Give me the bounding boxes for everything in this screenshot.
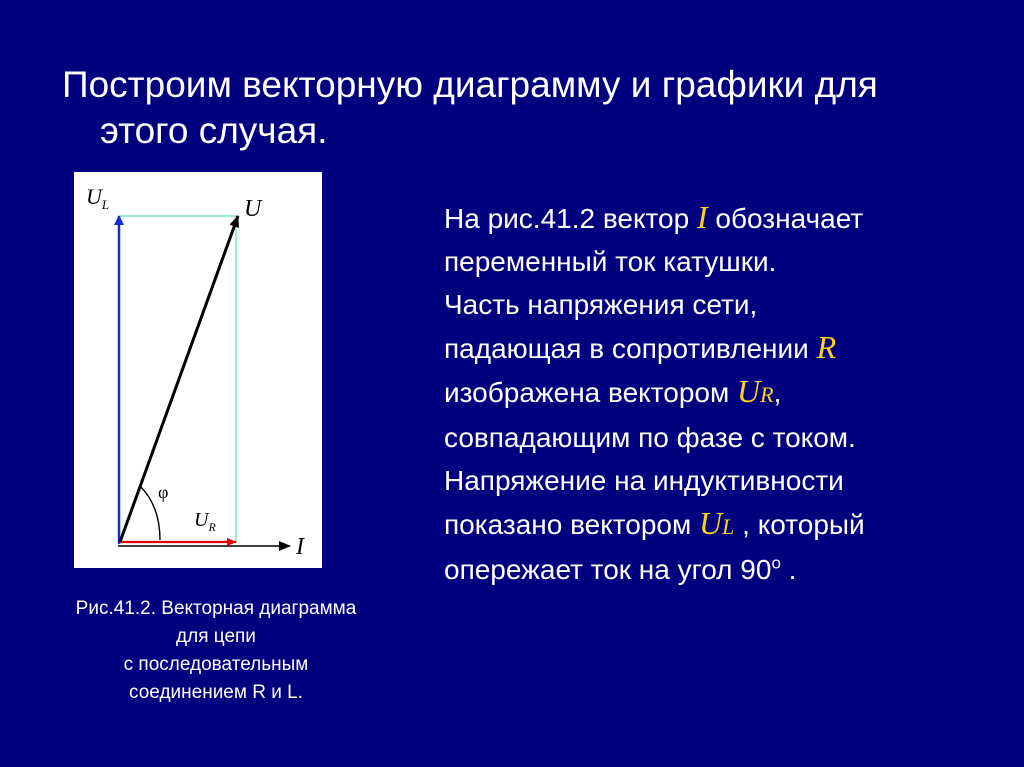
label-I: I — [296, 534, 304, 560]
vector-diagram — [74, 172, 322, 568]
caption-line-2: для цепи — [176, 626, 256, 647]
figure-caption — [26, 595, 406, 707]
title-line-2: этого случая. — [100, 110, 328, 151]
label-phi: φ — [158, 482, 169, 502]
caption-line-1: Рис.41.2. Векторная диаграмма — [75, 598, 357, 619]
text-line-2: переменный ток катушки. — [444, 246, 777, 277]
symbol-UL: UL — [699, 505, 735, 541]
symbol-R: R — [816, 329, 837, 365]
label-U: U — [244, 196, 262, 222]
text-line-7: Напряжение на индуктивности — [444, 465, 844, 496]
title-line-1: Построим векторную диаграмму и графики для — [62, 64, 878, 105]
caption-line-3: с последовательным — [123, 654, 309, 675]
caption-line-4: соединением R и L. — [129, 682, 303, 703]
symbol-UR: UR — [737, 373, 774, 409]
label-UR: $U_R$ — [194, 509, 216, 534]
slide-title — [62, 62, 982, 154]
label-UL: $U_L$ — [86, 184, 110, 212]
vector-diagram-svg — [74, 172, 322, 568]
text-line-8: показано вектором UL , который — [444, 505, 865, 541]
text-line-4: падающая в сопротивлении R — [444, 329, 837, 365]
explanation-text — [444, 196, 1004, 591]
phi-arc — [140, 486, 160, 540]
U-vector — [120, 216, 238, 542]
text-line-3: Часть напряжения сети, — [444, 289, 758, 320]
text-line-6: совпадающим по фазе с током. — [444, 422, 856, 453]
symbol-I: I — [696, 199, 708, 235]
text-line-1: На рис.41.2 вектор I обозначает — [444, 199, 864, 235]
text-line-5: изображена вектором UR, — [444, 373, 782, 409]
text-line-9: опережает ток на угол $90^о$ . — [444, 553, 797, 585]
